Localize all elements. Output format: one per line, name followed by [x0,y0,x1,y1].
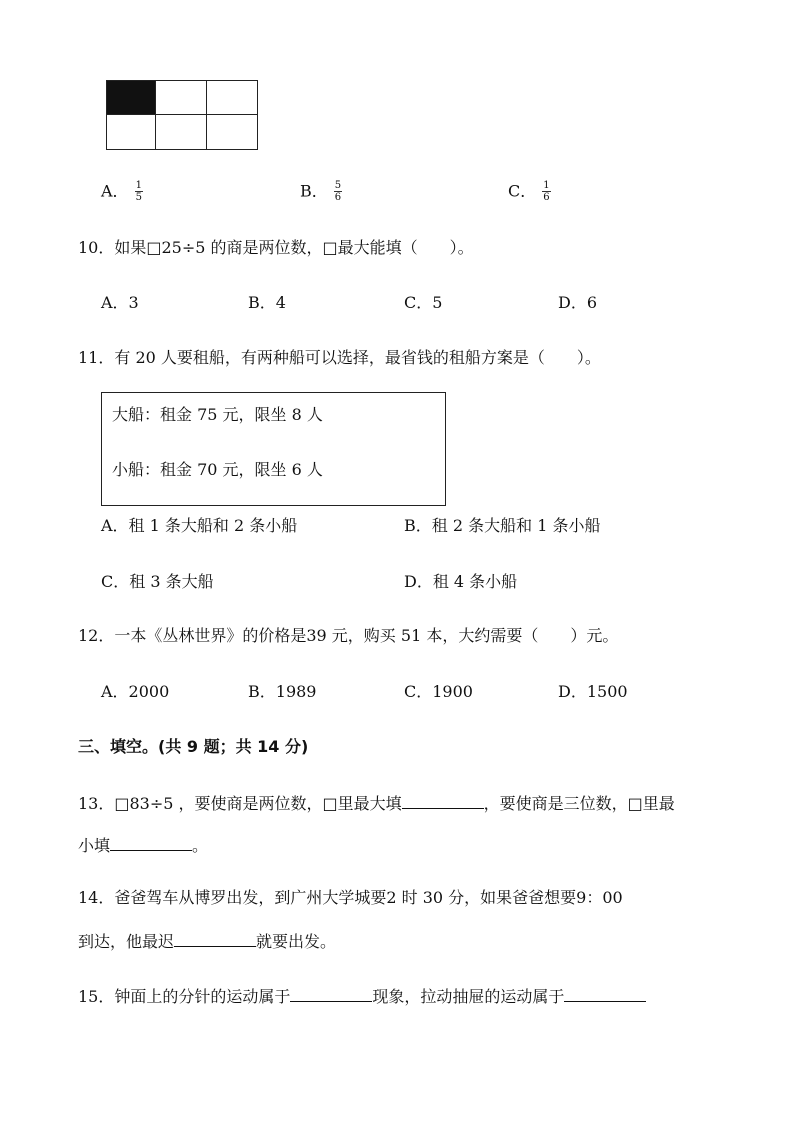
q12-option-d[interactable]: D．1500 [558,682,628,701]
q11-option-b[interactable]: B．租 2 条大船和 1 条小船 [404,516,601,535]
q10-option-b[interactable]: B．4 [248,293,286,312]
q12-option-b[interactable]: B．1989 [248,682,317,701]
q9-option-b[interactable]: B． $\frac{5}{6}$ [300,180,342,203]
answer-blank[interactable] [290,987,372,1002]
question-14-line-2: 到达，他最迟 就要出发。 [78,932,337,951]
q11-option-a[interactable]: A．租 1 条大船和 2 条小船 [101,516,298,535]
section-3-heading: 三、填空。(共 9 题；共 14 分) [78,737,309,756]
answer-blank[interactable] [402,794,484,809]
grid-line [206,81,207,149]
answer-blank[interactable] [110,836,192,851]
q11-option-d[interactable]: D．租 4 条小船 [404,572,518,591]
fraction: $\frac{1}{6}$ [543,180,550,203]
fraction-grid-figure [106,80,258,150]
question-13-line-2: 小填 。 [78,836,209,855]
q9-option-a[interactable]: A． $\frac{1}{5}$ [101,180,142,203]
shaded-cell [107,81,155,114]
answer-blank[interactable] [174,932,256,947]
question-12-text: 12．一本《丛林世界》的价格是39 元，购买 51 本，大约需要（ ）元。 [78,626,619,645]
big-boat-info: 大船：租金 75 元，限坐 8 人 [112,405,323,424]
q9-option-c[interactable]: C． $\frac{1}{6}$ [508,180,550,203]
answer-blank[interactable] [564,987,646,1002]
question-10-text: 10．如果□25÷5 的商是两位数，□最大能填（ ）。 [78,238,474,257]
question-14-line-1: 14．爸爸驾车从博罗出发，到广州大学城要2 时 30 分，如果爸爸想要9：00 [78,888,623,907]
q12-option-c[interactable]: C．1900 [404,682,473,701]
q10-option-d[interactable]: D．6 [558,293,598,312]
q11-option-c[interactable]: C．租 3 条大船 [101,572,214,591]
grid-line [107,114,257,115]
q10-option-c[interactable]: C．5 [404,293,443,312]
grid-line [155,81,156,149]
q12-option-a[interactable]: A．2000 [101,682,170,701]
fraction: $\frac{1}{5}$ [135,180,142,203]
question-13-line-1: 13．□83÷5 ，要使商是两位数，□里最大填 ，要使商是三位数，□里最 [78,794,675,813]
question-15-line-1: 15．钟面上的分针的运动属于 现象，拉动抽屉的运动属于 [78,987,646,1005]
q10-option-a[interactable]: A．3 [101,293,139,312]
question-11-text: 11．有 20 人要租船，有两种船可以选择，最省钱的租船方案是（ ）。 [78,348,601,367]
small-boat-info: 小船：租金 70 元，限坐 6 人 [112,460,323,479]
fraction: $\frac{5}{6}$ [334,180,342,203]
